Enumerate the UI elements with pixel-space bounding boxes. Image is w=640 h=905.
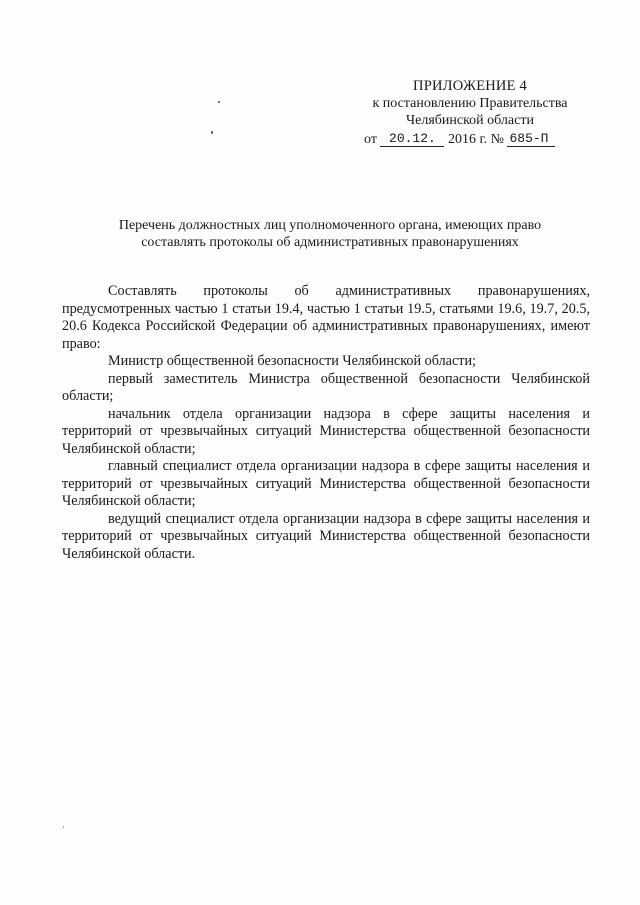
scan-speck (63, 826, 64, 828)
document-body (62, 283, 590, 563)
document-heading (80, 217, 580, 251)
appendix-date-line (350, 131, 590, 148)
appendix-resolution-line: к постановлению Правительства (372, 96, 568, 111)
year-number-label: 2016 г. № (447, 132, 504, 147)
heading-line-1: Перечень должностных лиц уполномоченного органа, имеющих право (118, 218, 542, 233)
heading-line-2: составлять протоколы об административных правонарушениях (141, 235, 519, 250)
appendix-region-line: Челябинской области (406, 113, 534, 128)
official-item: Министр общественной безопасности Челябинской области; (108, 353, 476, 369)
official-item: главный специалист отдела организации надзора в сфере защиты населения и территорий от чрезвычайных ситуаций Министерства общественной безопасности Челябинской области; (62, 458, 590, 509)
official-item: ведущий специалист отдела организации надзора в сфере защиты населения и территорий от чрезвычайных ситуаций Министерства общественной безопасности Челябинской области. (62, 510, 590, 562)
scan-speck (218, 101, 220, 103)
scan-speck (211, 131, 213, 134)
appendix-title: ПРИЛОЖЕНИЕ 4 (413, 78, 527, 94)
official-item: начальник отдела организации надзора в сфере защиты населения и территорий от чрезвычайных ситуаций Министерства общественной безопасности Челябинской области; (62, 405, 590, 457)
official-item: первый заместитель Министра общественной безопасности Челябинской области; (62, 370, 590, 404)
resolution-number: 685-П (507, 132, 555, 147)
date-prefix: от (364, 132, 377, 147)
appendix-block (350, 78, 590, 148)
resolution-date: 20.12. (380, 132, 444, 147)
intro-paragraph: Составлять протоколы об административных правонарушениях, предусмотренных частью 1 статьи 19.4, частью 1 статьи 19.5, статьями 19.6, 19.7, 20.5, 20.6 Кодекса Российской Федерации об административных правонарушениях, имеют право: (62, 283, 590, 352)
